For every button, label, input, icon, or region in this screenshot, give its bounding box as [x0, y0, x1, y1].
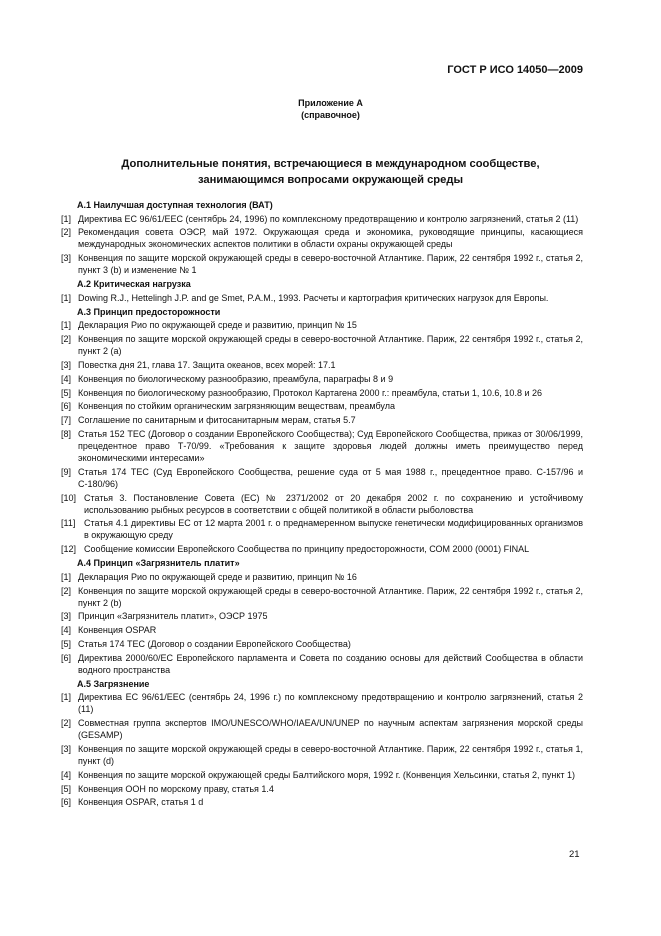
reference-number: [3] — [61, 359, 72, 370]
annex-title: Приложение А — [298, 98, 363, 108]
reference-entry — [61, 585, 583, 609]
reference-text: Декларация Рио по окружающей среде и развитию, принцип № 16 — [78, 571, 357, 582]
reference-entry — [61, 652, 583, 676]
reference-text: Конвенция по защите морской окружающей среды Балтийского моря, 1992 г. (Конвенция Хельсинки, статья 2, пункт 1) — [78, 769, 575, 780]
reference-text: Конвенция по защите морской окружающей среды в северо-восточной Атлантике. Париж, 22 сентября 1992 г., статья 2, пункт 2 (b) — [78, 585, 583, 608]
reference-entry — [61, 492, 583, 516]
reference-text: Конвенция OSPAR — [78, 625, 157, 636]
reference-entry — [61, 517, 583, 541]
reference-number: [12] — [61, 544, 77, 555]
section-heading: А.4 Принцип «Загрязнитель платит» — [77, 557, 240, 568]
reference-number: [11] — [61, 518, 76, 529]
reference-text: Директива 2000/60/ЕС Европейского парламента и Совета по созданию основы для действий Сообщества в области водного пространства — [78, 652, 583, 675]
reference-list — [61, 197, 583, 808]
section-heading: А.5 Загрязнение — [77, 678, 150, 689]
reference-entry — [61, 292, 583, 304]
reference-entry — [61, 769, 583, 781]
reference-text: Конвенция по защите морской окружающей среды в северо-восточной Атлантике. Париж, 22 сентября 1992 г., статья 1, пункт (d) — [78, 743, 583, 766]
reference-text: Директива ЕС 96/61/ЕЕС (сентябрь 24, 1996) по комплексному предотвращению и контролю загрязнений, статья 2 (11) — [78, 213, 579, 224]
reference-number: [2] — [61, 718, 72, 729]
title-line: занимающимся вопросами окружающей среды — [197, 174, 464, 186]
reference-text: Статья 4.1 директивы ЕС от 12 марта 2001 г. о преднамеренном выпуске генетически модифицированных организмов в окружающую среду — [84, 518, 583, 541]
reference-text: Dowing R.J., Hettelingh J.P. and ge Smet, P.A.M., 1993. Расчеты и картография критических нагрузок для Европы. — [78, 292, 549, 303]
reference-number: [5] — [61, 387, 72, 398]
reference-number: [4] — [61, 373, 72, 384]
section-heading: А.2 Критическая нагрузка — [77, 278, 191, 289]
reference-text: Конвенция ООН по морскому праву, статья 1.4 — [78, 783, 274, 794]
reference-number: [3] — [61, 743, 72, 754]
reference-entry — [61, 610, 583, 622]
reference-entry — [61, 252, 583, 276]
reference-entry — [61, 571, 583, 583]
reference-number: [2] — [61, 334, 72, 345]
reference-entry — [61, 796, 583, 808]
reference-entry — [61, 319, 583, 331]
reference-number: [6] — [61, 797, 72, 808]
reference-entry — [61, 414, 583, 426]
reference-text: Конвенция OSPAR, статья 1 d — [78, 797, 204, 808]
reference-entry — [61, 543, 583, 555]
reference-entry — [61, 373, 583, 385]
section-heading: А.1 Наилучшая доступная технология (ВАТ) — [77, 199, 273, 210]
reference-entry — [61, 717, 583, 741]
reference-number: [6] — [61, 652, 72, 663]
reference-text: Конвенция по стойким органическим загрязняющим веществам, преамбула — [78, 401, 395, 412]
document-header: ГОСТ Р ИСО 14050—2009 — [447, 64, 583, 76]
reference-entry — [61, 428, 583, 464]
reference-number: [2] — [61, 585, 72, 596]
reference-text: Сообщение комиссии Европейского Сообщества по принципу предосторожности, СОМ 2000 (0001) FINAL — [84, 544, 530, 555]
reference-entry — [61, 691, 583, 715]
reference-number: [8] — [61, 428, 72, 439]
reference-number: [3] — [61, 611, 72, 622]
reference-text: Статья 174 ТЕС (Договор о создании Европейского Сообщества) — [78, 638, 351, 649]
reference-entry — [61, 400, 583, 412]
section-heading: А.3 Принцип предосторожности — [77, 306, 221, 317]
annex-heading — [0, 97, 661, 121]
reference-number: [6] — [61, 401, 72, 412]
reference-text: Декларация Рио по окружающей среде и развитию, принцип № 15 — [78, 320, 357, 331]
reference-text: Директива ЕС 96/61/ЕЕС (сентябрь 24, 1996 г.) по комплексному предотвращению и контролю загрязнений, статья 2 (11) — [78, 692, 583, 715]
reference-number: [9] — [61, 466, 72, 477]
reference-number: [4] — [61, 769, 72, 780]
reference-number: [1] — [61, 320, 72, 331]
reference-number: [3] — [61, 253, 72, 264]
reference-number: [4] — [61, 625, 72, 636]
reference-number: [1] — [61, 571, 72, 582]
reference-entry — [61, 213, 583, 225]
reference-text: Статья 152 ТЕС (Договор о создании Европейского Сообщества); Суд Европейского Сообщества, приказ от 30/06/1999, прецедентное право Т-70/99. «Требования к защите здоровья людей должны иметь преимущество перед экономическими интересами» — [78, 428, 583, 463]
reference-text: Совместная группа экспертов IMO/UNESCO/WHO/IAEA/UN/UNEP по научным аспектам загрязнения морской среды (GESAMP) — [78, 718, 583, 741]
reference-entry — [61, 638, 583, 650]
reference-text: Конвенция по биологическому разнообразию, преамбула, параграфы 8 и 9 — [78, 373, 394, 384]
reference-number: [2] — [61, 227, 72, 238]
reference-text: Принцип «Загрязнитель платит», ОЭСР 1975 — [78, 611, 268, 622]
reference-entry — [61, 783, 583, 795]
reference-text: Статья 3. Постановление Совета (ЕС) № 2371/2002 от 20 декабря 2002 г. по сохранению и устойчивому использованию рыбных ресурсов в соответствии с общей политикой в области рыболовства — [84, 492, 583, 515]
reference-number: [7] — [61, 415, 72, 426]
reference-number: [5] — [61, 783, 72, 794]
reference-entry — [61, 226, 583, 250]
reference-entry — [61, 743, 583, 767]
reference-number: [1] — [61, 692, 72, 703]
reference-text: Конвенция по биологическому разнообразию, Протокол Картагена 2000 г.: преамбула, статьи 1, 10.6, 10.8 и 26 — [78, 387, 542, 398]
reference-number: [10] — [61, 492, 77, 503]
reference-entry — [61, 333, 583, 357]
annex-subtitle: (справочное) — [301, 110, 360, 120]
reference-entry — [61, 387, 583, 399]
title-line: Дополнительные понятия, встречающиеся в международном сообществе, — [121, 158, 540, 170]
reference-number: [1] — [61, 292, 72, 303]
reference-entry — [61, 466, 583, 490]
page-number: 21 — [569, 849, 580, 860]
reference-text: Конвенция по защите морской окружающей среды в северо-восточной Атлантике. Париж, 22 сентября 1992 г., статья 2, пункт 2 (а) — [78, 334, 583, 357]
page-title — [0, 156, 661, 188]
reference-text: Соглашение по санитарным и фитосанитарным мерам, статья 5.7 — [78, 415, 356, 426]
reference-text: Повестка дня 21, глава 17. Защита океанов, всех морей: 17.1 — [78, 359, 336, 370]
reference-text: Рекомендация совета ОЭСР, май 1972. Окружающая среда и экономика, руководящие принципы, касающиеся международных экономических аспектов политики в области охраны окружающей среды — [78, 227, 583, 250]
reference-entry — [61, 624, 583, 636]
reference-number: [5] — [61, 638, 72, 649]
reference-text: Статья 174 ТЕС (Суд Европейского Сообщества, решение суда от 5 мая 1988 г., прецедентное право. С-157/96 и С-180/96) — [78, 466, 583, 489]
reference-text: Конвенция по защите морской окружающей среды в северо-восточной Атлантике. Париж, 22 сентября 1992 г., статья 2, пункт 3 (b) и изменение № 1 — [78, 253, 583, 276]
reference-number: [1] — [61, 213, 72, 224]
reference-entry — [61, 359, 583, 371]
